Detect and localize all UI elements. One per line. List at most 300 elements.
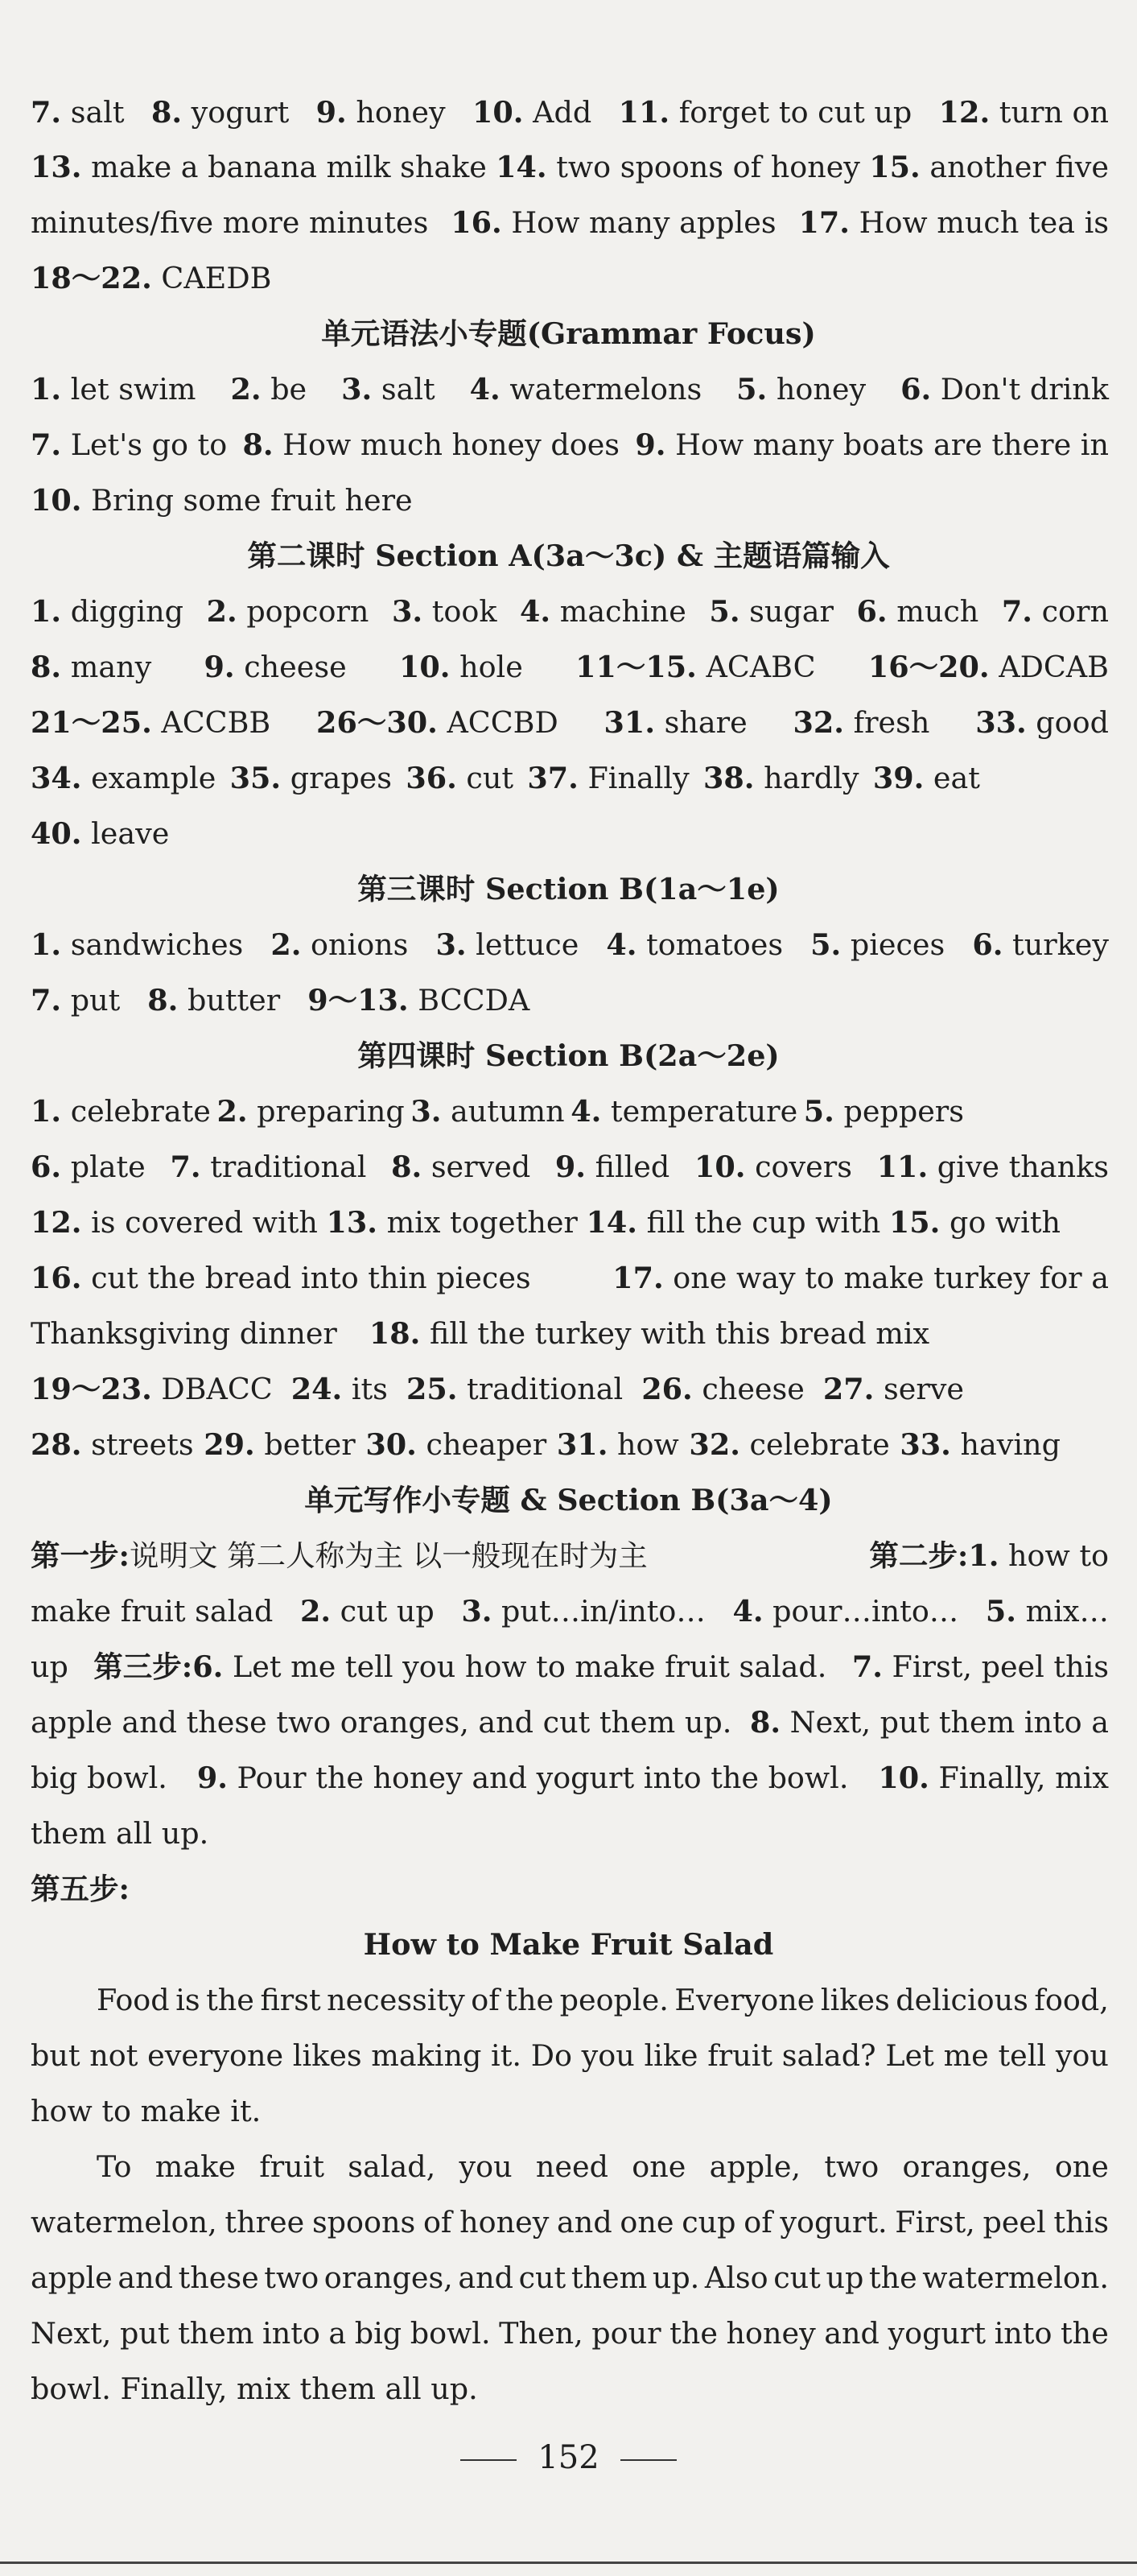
item-number: 5.	[709, 594, 740, 629]
item-number: 25.	[406, 1372, 458, 1406]
section-heading: 单元语法小专题(Grammar Focus)	[321, 316, 816, 351]
item-answer: Let me tell you how to make fruit salad.	[223, 1649, 827, 1684]
answer-line	[31, 261, 1109, 295]
item-answer: turkey	[1003, 927, 1109, 962]
answer-item	[878, 1761, 1109, 1795]
answer-item	[31, 95, 125, 130]
section-heading: 第四课时 Section B(2a～2e)	[357, 1038, 780, 1073]
answer-item	[31, 1150, 146, 1184]
item-answer: filled	[586, 1150, 670, 1184]
item-number: 18.	[369, 1316, 421, 1351]
answer-item	[606, 927, 784, 962]
word: them	[571, 2260, 648, 2295]
item-number: 3.	[341, 372, 373, 407]
item-answer: peppers	[834, 1094, 964, 1129]
word: fruit	[707, 2038, 773, 2073]
essay-line	[31, 2205, 1109, 2240]
word: oranges,	[902, 2149, 1032, 2184]
item-answer: traditional	[457, 1372, 624, 1406]
item-answer: share	[655, 705, 748, 740]
item-answer: give thanks	[928, 1150, 1109, 1184]
item-answer: better	[254, 1427, 356, 1462]
item-answer: corn	[1032, 594, 1109, 629]
item-number: 8.	[749, 1705, 781, 1740]
answer-item	[31, 1261, 531, 1295]
item-answer: Thanksgiving dinner	[31, 1316, 337, 1351]
item-answer: grapes	[281, 761, 393, 795]
item-answer: having	[950, 1427, 1061, 1462]
answer-item	[31, 1705, 732, 1740]
item-number: 9.	[196, 1761, 228, 1795]
answer-item	[556, 1427, 679, 1462]
item-answer: be	[261, 372, 307, 407]
answer-item	[635, 427, 1109, 462]
answer-item	[876, 1150, 1109, 1184]
page-number-dash	[620, 2459, 677, 2461]
answer-item	[972, 927, 1109, 962]
item-number: 13.	[326, 1205, 377, 1240]
item-answer: example	[81, 761, 216, 795]
item-answer: watermelons	[500, 372, 702, 407]
item-answer: much	[887, 594, 979, 629]
essay-line: how to make it.	[31, 2094, 262, 2128]
essay-line: bowl. Finally, mix them all up.	[31, 2372, 478, 2406]
item-number: 第一步:	[31, 1538, 130, 1573]
answer-item	[31, 761, 216, 795]
item-answer: another five	[920, 150, 1109, 184]
answer-item	[316, 705, 558, 740]
answer-item	[520, 594, 686, 629]
answer-line	[31, 95, 1109, 130]
item-answer: ADCAB	[989, 650, 1109, 684]
answer-line	[31, 1427, 1061, 1462]
word: Also	[704, 2260, 768, 2295]
answer-line	[31, 1261, 1109, 1295]
word: fruit	[259, 2149, 324, 2184]
essay-line	[31, 2038, 1109, 2073]
answer-item	[147, 983, 280, 1018]
answer-line	[31, 1372, 964, 1406]
item-answer: fresh	[844, 705, 930, 740]
item-number: 36.	[406, 761, 457, 795]
item-number: 6.	[31, 1150, 62, 1184]
item-answer: turn on	[990, 95, 1109, 130]
item-number: 32.	[689, 1427, 740, 1462]
item-number: 9.	[635, 427, 666, 462]
answer-item	[31, 1205, 318, 1240]
item-number: 1.	[31, 1094, 62, 1129]
answer-item	[496, 150, 860, 184]
item-answer: its	[342, 1372, 388, 1406]
item-answer: fill the turkey with this bread mix	[420, 1316, 930, 1351]
word: Next,	[31, 2316, 112, 2351]
item-answer: temperature	[601, 1094, 798, 1129]
answer-item	[31, 1538, 648, 1573]
answer-item	[793, 705, 930, 740]
answer-item	[31, 261, 271, 295]
word: it.	[491, 2038, 521, 2073]
item-answer: How much tea is	[850, 205, 1109, 240]
answer-item	[641, 1372, 805, 1406]
item-number: 4.	[520, 594, 551, 629]
word: the	[1061, 2316, 1109, 2351]
answer-item	[31, 983, 120, 1018]
answer-item	[900, 1427, 1061, 1462]
answer-item	[229, 761, 393, 795]
item-answer: is covered with	[81, 1205, 318, 1240]
item-answer: BCCDA	[408, 983, 530, 1018]
item-answer: butter	[178, 983, 281, 1018]
item-answer: cheaper	[416, 1427, 547, 1462]
item-number: 7.	[170, 1150, 201, 1184]
answer-item	[216, 1094, 405, 1129]
item-number: 3.	[410, 1094, 442, 1129]
word: you	[581, 2038, 635, 2073]
essay-line	[97, 2149, 1109, 2184]
item-number: 15.	[869, 150, 921, 184]
writing-line: them all up.	[31, 1816, 209, 1851]
item-number: 9.	[204, 650, 235, 684]
answer-item	[31, 1094, 211, 1129]
word: yogurt	[888, 2316, 987, 2351]
item-answer: cheese	[234, 650, 347, 684]
item-answer: 说明文 第二人称为主 以一般现在时为主	[129, 1538, 648, 1573]
step-label: 第五步:	[31, 1872, 130, 1906]
answer-item	[31, 1649, 68, 1684]
section-heading: 第二课时 Section A(3a～3c) & 主题语篇输入	[247, 539, 890, 573]
writing-line	[31, 1705, 1109, 1740]
word: the	[206, 1983, 254, 2017]
answer-item	[1001, 594, 1109, 629]
item-answer: one way to make turkey for a	[663, 1261, 1109, 1295]
item-answer: let swim	[61, 372, 196, 407]
answer-line	[31, 1094, 964, 1129]
item-answer: ACCBB	[151, 705, 271, 740]
item-number: 35.	[229, 761, 282, 795]
answer-item	[856, 594, 979, 629]
answer-line	[31, 816, 1109, 851]
word: necessity	[327, 1983, 465, 2017]
word: and	[117, 2260, 173, 2295]
item-answer: forget to cut up	[669, 95, 912, 130]
answer-line	[31, 594, 1109, 629]
answer-item	[709, 594, 834, 629]
word: salad,	[348, 2149, 436, 2184]
answer-item	[736, 372, 867, 407]
item-answer: How many boats are there in	[665, 427, 1109, 462]
answer-item	[975, 705, 1109, 740]
answer-item	[410, 1094, 565, 1129]
answer-item	[31, 483, 413, 518]
word: cut	[518, 2260, 566, 2295]
word: peel	[983, 2205, 1046, 2240]
item-number: 12.	[938, 95, 991, 130]
item-number: 5.	[803, 1094, 834, 1129]
answer-item	[461, 1594, 706, 1629]
answer-item	[31, 1761, 167, 1795]
word: them	[178, 2316, 254, 2351]
item-number: 3.	[435, 927, 467, 962]
answer-item	[586, 1205, 881, 1240]
answer-item	[31, 816, 169, 851]
item-number: 12.	[31, 1205, 82, 1240]
word: up.	[652, 2260, 700, 2295]
item-number: 21～25.	[31, 705, 152, 740]
answer-item	[150, 95, 290, 130]
answer-line	[31, 1150, 1109, 1184]
item-answer: Let's go to	[61, 427, 228, 462]
word: and	[557, 2205, 612, 2240]
word: apple,	[709, 2149, 801, 2184]
word: you	[1055, 2038, 1109, 2073]
answer-line	[31, 1205, 1061, 1240]
item-answer: up	[31, 1649, 68, 1684]
section-heading: 第三课时 Section B(1a～1e)	[357, 872, 780, 906]
writing-line	[31, 1594, 1109, 1629]
item-answer: preparing	[247, 1094, 405, 1129]
item-number: 4.	[469, 372, 501, 407]
item-number: 6.	[972, 927, 1003, 962]
word: three	[225, 2205, 305, 2240]
word: like	[644, 2038, 698, 2073]
item-number: 2.	[206, 594, 237, 629]
item-answer: go with	[940, 1205, 1061, 1240]
answer-item	[31, 150, 487, 184]
answer-item	[469, 372, 702, 407]
answer-item	[900, 372, 1109, 407]
item-number: 7.	[851, 1649, 883, 1684]
item-answer: served	[422, 1150, 531, 1184]
word: people.	[559, 1983, 669, 2017]
answer-item	[451, 205, 777, 240]
answer-line	[31, 927, 1109, 962]
answer-item	[196, 1761, 849, 1795]
item-answer: popcorn	[237, 594, 369, 629]
answer-item	[31, 594, 184, 629]
item-number: 14.	[496, 150, 547, 184]
word: make	[154, 2149, 236, 2184]
answer-item	[204, 650, 347, 684]
answer-item	[985, 1594, 1109, 1629]
answer-line	[31, 150, 1109, 184]
item-number: 2.	[230, 372, 262, 407]
answer-item	[803, 1094, 964, 1129]
item-answer: tomatoes	[636, 927, 784, 962]
item-number: 40.	[31, 816, 82, 851]
answer-item	[341, 372, 435, 407]
writing-line	[31, 1761, 1109, 1795]
item-answer: how to	[999, 1538, 1109, 1573]
item-number: 第二步:1.	[869, 1538, 999, 1573]
answer-item	[472, 95, 592, 130]
answer-item	[307, 983, 529, 1018]
item-answer: Don't drink	[931, 372, 1109, 407]
item-number: 8.	[31, 650, 62, 684]
item-answer: apple and these two oranges, and cut them up.	[31, 1705, 732, 1740]
answer-item	[554, 1150, 670, 1184]
word: making	[371, 2038, 482, 2073]
item-number: 24.	[290, 1372, 343, 1406]
word: Food	[97, 1983, 170, 2017]
answer-item	[851, 1649, 1109, 1684]
item-number: 33.	[975, 705, 1027, 740]
answer-item	[869, 150, 1109, 184]
item-answer: many	[61, 650, 152, 684]
answer-item	[391, 594, 497, 629]
item-number: 28.	[31, 1427, 82, 1462]
answer-item	[31, 1427, 194, 1462]
item-number: 2.	[270, 927, 302, 962]
answer-item	[31, 372, 196, 407]
item-answer: cut	[456, 761, 514, 795]
item-number: 11.	[618, 95, 670, 130]
item-answer: Finally, mix	[929, 1761, 1109, 1795]
item-answer: make a banana milk shake	[81, 150, 487, 184]
item-number: 30.	[365, 1427, 417, 1462]
item-number: 5.	[736, 372, 768, 407]
word: watermelon,	[31, 2205, 217, 2240]
item-answer: ACABC	[696, 650, 816, 684]
page-number-dash	[460, 2459, 517, 2461]
essay-line	[97, 1983, 1109, 2017]
item-number: 13.	[31, 150, 82, 184]
item-answer: fill the cup with	[636, 1205, 881, 1240]
item-answer: cut up	[331, 1594, 435, 1629]
item-answer: streets	[81, 1427, 194, 1462]
item-answer: celebrate	[61, 1094, 211, 1129]
item-number: 4.	[732, 1594, 764, 1629]
item-answer: mix…	[1015, 1594, 1109, 1629]
word: not	[89, 2038, 138, 2073]
item-answer: cheese	[692, 1372, 805, 1406]
answer-line	[31, 1316, 1109, 1351]
item-answer: pour…into…	[763, 1594, 959, 1629]
answer-item	[290, 1372, 388, 1406]
item-number: 10.	[878, 1761, 929, 1795]
item-answer: put	[61, 983, 121, 1018]
item-answer: yogurt	[182, 95, 290, 130]
item-answer: machine	[550, 594, 686, 629]
answer-item	[798, 205, 1109, 240]
answer-item	[270, 927, 409, 962]
answer-item	[230, 372, 307, 407]
word: one	[632, 2149, 686, 2184]
item-number: 7.	[31, 427, 62, 462]
word: First,	[895, 2205, 975, 2240]
item-number: 4.	[571, 1094, 602, 1129]
item-number: 6.	[856, 594, 888, 629]
word: me	[943, 2038, 989, 2073]
item-answer: traditional	[200, 1150, 367, 1184]
word: likes	[292, 2038, 362, 2073]
item-number: 2.	[299, 1594, 332, 1629]
item-answer: autumn	[441, 1094, 565, 1129]
word: salad?	[781, 2038, 876, 2073]
item-number: 39.	[872, 761, 925, 795]
item-answer: mix together	[377, 1205, 578, 1240]
item-number: 9.	[315, 95, 347, 130]
item-answer: DBACC	[151, 1372, 273, 1406]
item-answer: onions	[301, 927, 409, 962]
item-number: 32.	[793, 705, 844, 740]
item-number: 26.	[641, 1372, 693, 1406]
item-number: 11～15.	[575, 650, 697, 684]
word: spoons	[311, 2205, 416, 2240]
answer-line	[31, 650, 1109, 684]
item-number: 34.	[31, 761, 82, 795]
item-answer: Finally	[578, 761, 690, 795]
item-number: 10.	[398, 650, 451, 684]
item-answer: hole	[450, 650, 523, 684]
word: two	[264, 2260, 319, 2295]
answer-item	[365, 1427, 547, 1462]
item-answer: leave	[81, 816, 170, 851]
answer-item	[369, 1316, 929, 1351]
word: apple	[31, 2260, 113, 2295]
word: you	[459, 2149, 513, 2184]
item-answer: ACCBD	[437, 705, 558, 740]
answer-item	[822, 1372, 964, 1406]
word: put	[119, 2316, 170, 2351]
word: need	[535, 2149, 608, 2184]
answer-item	[571, 1094, 798, 1129]
item-number: 31.	[604, 705, 656, 740]
item-answer: hardly	[754, 761, 859, 795]
item-number: 11.	[876, 1150, 929, 1184]
answer-line	[31, 372, 1109, 407]
word: Then,	[499, 2316, 583, 2351]
item-number: 1.	[31, 927, 62, 962]
item-number: 14.	[586, 1205, 637, 1240]
item-answer: serve	[874, 1372, 964, 1406]
answer-item	[31, 705, 271, 740]
answer-item	[888, 1205, 1061, 1240]
word: pour	[591, 2316, 661, 2351]
section-heading: 单元写作小专题 & Section B(3a～4)	[304, 1483, 833, 1517]
word: up	[826, 2260, 864, 2295]
answer-item	[31, 427, 228, 462]
item-number: 1.	[31, 372, 62, 407]
item-number: 16～20.	[867, 650, 990, 684]
item-answer: plate	[61, 1150, 146, 1184]
answer-line	[31, 761, 980, 795]
item-answer: Add	[523, 95, 592, 130]
answer-item	[398, 650, 523, 684]
item-answer: put…in/into…	[492, 1594, 706, 1629]
writing-line	[31, 1538, 1109, 1573]
item-answer: Next, put them into a	[781, 1705, 1109, 1740]
answer-item	[406, 761, 514, 795]
word: honey	[726, 2316, 816, 2351]
word: likes	[820, 1983, 890, 2017]
word: bowl.	[410, 2316, 491, 2351]
item-answer: cut the bread into thin pieces	[81, 1261, 531, 1295]
answer-item	[810, 927, 945, 962]
answer-item	[31, 205, 429, 240]
bottom-rule	[0, 2562, 1137, 2564]
answer-item	[406, 1372, 624, 1406]
word: of	[744, 2205, 772, 2240]
item-answer: How much honey does	[273, 427, 620, 462]
item-number: 1.	[31, 594, 62, 629]
item-answer: celebrate	[739, 1427, 890, 1462]
answer-item	[170, 1150, 367, 1184]
item-number: 10.	[472, 95, 524, 130]
word: the	[505, 1983, 554, 2017]
item-answer: sugar	[739, 594, 834, 629]
item-number: 7.	[31, 983, 62, 1018]
word: and	[458, 2260, 514, 2295]
